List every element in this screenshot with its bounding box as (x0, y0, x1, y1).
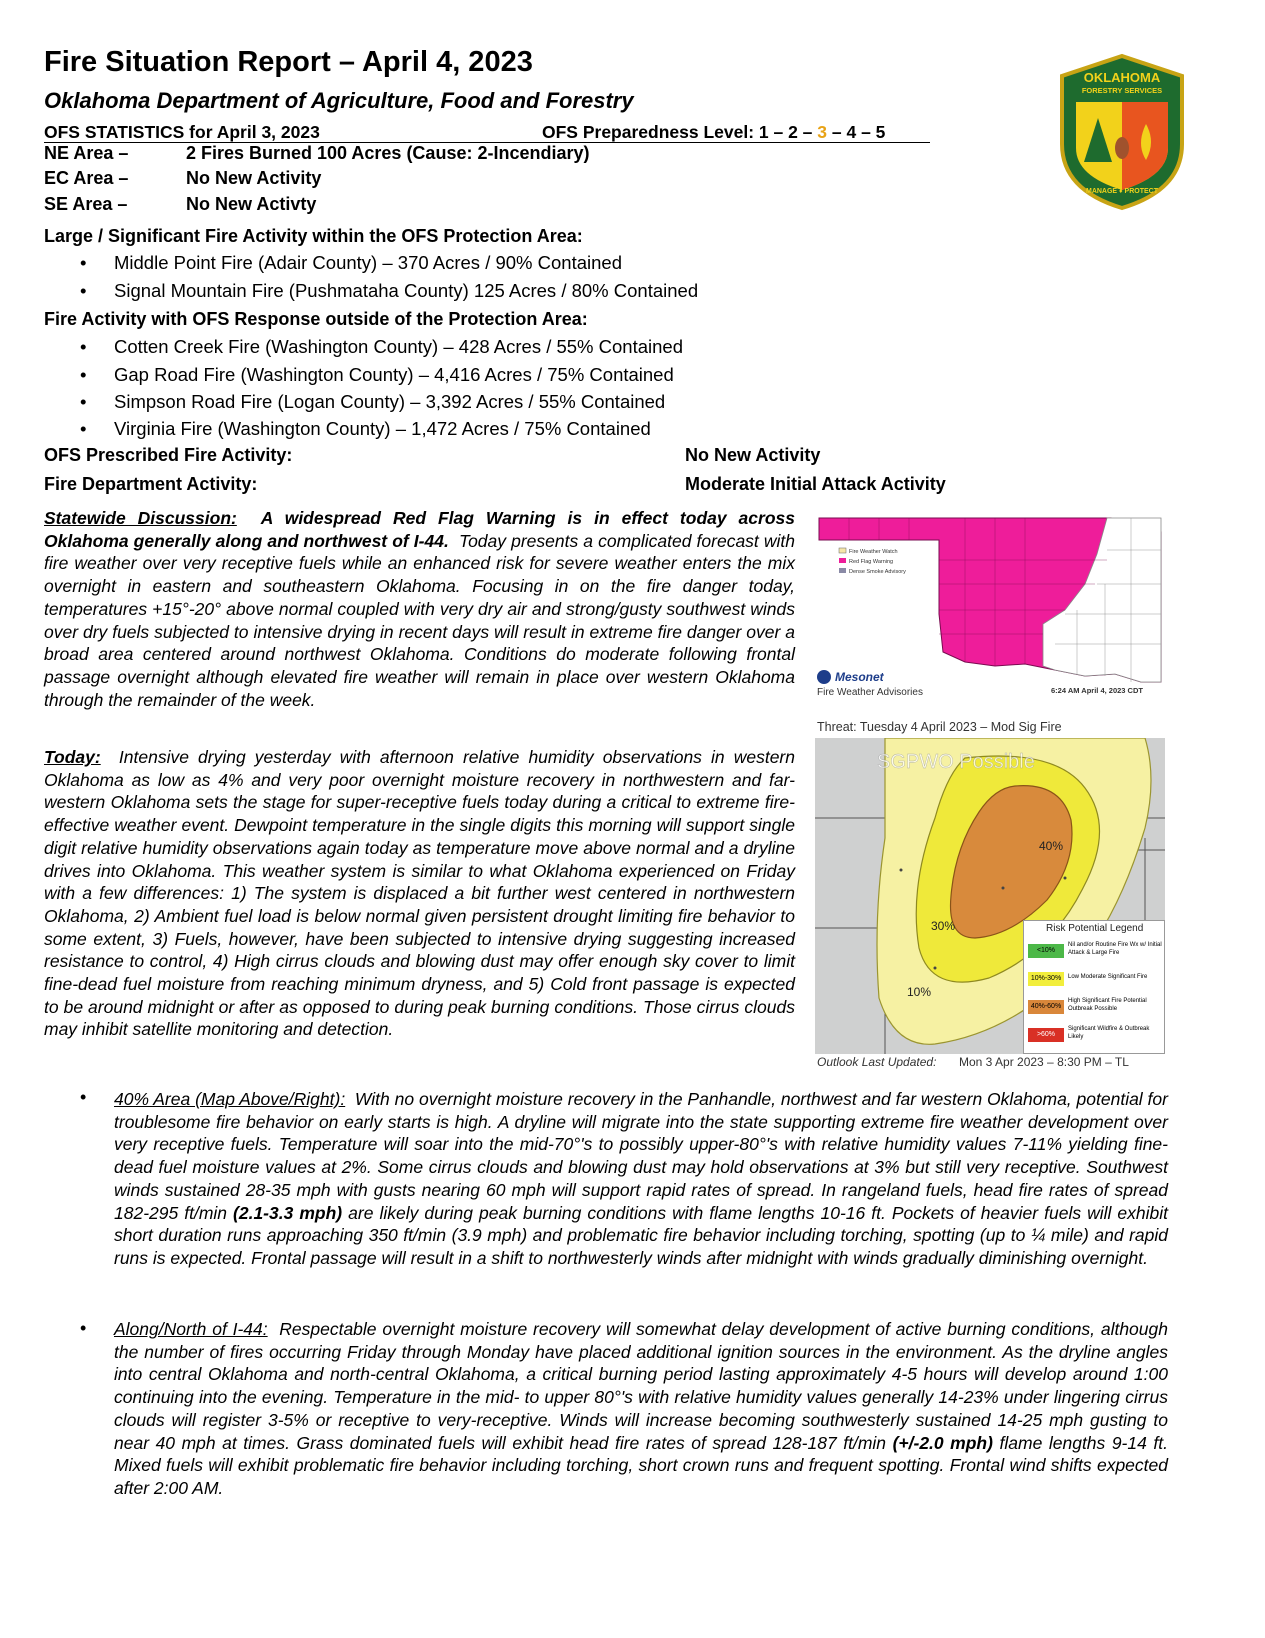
area-status: 2 Fires Burned 100 Acres (Cause: 2-Incendiary) (186, 143, 590, 163)
zone-label-30: 30% (931, 919, 956, 933)
list-item (80, 364, 674, 386)
legend-swatch: <10% (1028, 944, 1064, 958)
list-item (80, 418, 651, 440)
legend-row (1028, 997, 1162, 1019)
list-item (80, 280, 698, 302)
area-name: EC Area – (44, 168, 129, 188)
bullet-label: Along/North of I-44: (114, 1319, 268, 1339)
outlook-updated-label: Outlook Last Updated: (817, 1055, 937, 1069)
legend-row (1028, 969, 1162, 991)
preparedness-current-level: 3 (817, 122, 828, 142)
bullet-text-post: flame lengths 9-14 ft. Mixed fuels will exhibit problematic fire behavior including torching, short crown runs and frequent spotting. Frontal wind shifts expected after 2:00 AM. (114, 1432, 1168, 1498)
mesonet-logo-icon (817, 670, 831, 684)
threat-outlook-map (815, 738, 1165, 1054)
fire-weather-advisories-map (815, 514, 1163, 702)
legend-row (1028, 941, 1162, 963)
statewide-lead: A widespread Red Flag Warning is in effect today across Oklahoma generally along and northwest of I-44. (44, 508, 795, 551)
legend-swatch: 10%-30% (1028, 972, 1064, 986)
area-row (44, 168, 844, 190)
legend-text: High Significant Fire Potential Outbreak Possible (1068, 998, 1147, 1012)
logo-ring-text: MANAGE ♦ PROTECT (1085, 188, 1159, 195)
today-discussion (44, 746, 795, 1041)
list-item (80, 252, 622, 274)
activity-label: OFS Prescribed Fire Activity: (44, 445, 293, 465)
list-item-text: Signal Mountain Fire (Pushmataha County) 125 Acres / 80% Contained (114, 280, 699, 301)
bullet-bold: (+/-2.0 mph) (892, 1432, 993, 1453)
bullet-label: 40% Area (Map Above/Right): (114, 1089, 346, 1109)
legend-text: Low Moderate Significant Fire (1068, 974, 1148, 980)
bullet-along-north-i44 (114, 1318, 1168, 1500)
threat-map-title: Threat: Tuesday 4 April 2023 – Mod Sig Fire (817, 720, 1062, 734)
logo-text-line2: FORESTRY SERVICES (1081, 86, 1163, 95)
statewide-label: Statewide Discussion: (44, 508, 237, 528)
legend-text: Nil and/or Routine Fire Wx w/ Initial Attack & Large Fire (1068, 942, 1162, 956)
bullet-text: With no overnight moisture recovery in the Panhandle, northwest and far western Oklahoma, potential for troublesome fire behavior on early starts is high. A dryline will migrate into the state supporting extreme fire weather development over very receptive fuels. Temperature will soar into the mid-70°'s to possibly upper-80°'s with relative humidity values 7-11% yielding fine-dead fuel moisture values at 2%. Some cirrus clouds and blowing dust may hold observations at 3% but still very receptive. Southwest winds sustained 28-35 mph with gusts nearing 60 mph will support rapid rates of spread. In rangeland fuels, head fire rates of spread 182-295 ft/min (114, 1089, 1168, 1223)
list-item (80, 391, 665, 413)
map1-caption: Fire Weather Advisories (817, 687, 923, 698)
sgpwo-watermark: SGPWO Possible (877, 751, 1035, 773)
outlook-updated-value: Mon 3 Apr 2023 – 8:30 PM – TL (959, 1055, 1129, 1069)
list-item-text: Cotten Creek Fire (Washington County) – 428 Acres / 55% Contained (114, 336, 683, 357)
today-body: Intensive drying yesterday with afternoon relative humidity observations in western Oklahoma as low as 4% and very poor overnight moisture recovery in northwestern and far-western Oklahoma sets the stage for super-receptive fuels today during a critical to extreme fire-effective weather event. Dewpoint temperature in the single digits this morning will support single digit relative humidity observations again today as temperature move above normal and a dryline drives into Oklahoma. This weather system is similar to what Oklahoma experienced on Friday with a few differences: 1) The system is displaced a bit further west centered in northwestern Oklahoma, 2) Ambient fuel load is below normal given persistent drought limiting fire behavior to some extent, 3) Fuels, however, have been subjected to intensive drying suggesting increased resistance to control, 4) High cirrus clouds and blowing dust may offer enough sky cover to limit fine-dead fuel moisture from reaching minimum dryness, and 5) Cold front passage is expected to be around midnight or after as opposed to during peak burning conditions. Those cirrus clouds may inhibit satellite monitoring and detection. (44, 747, 795, 1040)
bullet-bold: (2.1-3.3 mph) (233, 1202, 343, 1223)
risk-legend (1023, 920, 1165, 1054)
preparedness-level (542, 122, 885, 143)
legend-swatch: 40%-60% (1028, 1000, 1064, 1014)
map1-timestamp: 6:24 AM April 4, 2023 CDT (1051, 686, 1143, 695)
list-item-text: Middle Point Fire (Adair County) – 370 Acres / 90% Contained (114, 252, 622, 273)
area-name: NE Area – (44, 143, 129, 163)
legend-text: Significant Wildfire & Outbreak Likely (1068, 1026, 1150, 1040)
legend-row (1028, 1025, 1162, 1047)
bullet-marker: • (80, 1318, 87, 1338)
preparedness-prefix: OFS Preparedness Level: 1 – 2 – (542, 122, 818, 142)
zone-label-40: 40% (1039, 839, 1064, 853)
logo-text-line1: OKLAHOMA (1083, 70, 1161, 85)
risk-legend-title: Risk Potential Legend (1046, 923, 1144, 934)
outside-fires-heading: Fire Activity with OFS Response outside of the Protection Area: (44, 309, 588, 329)
legend-swatch: >60% (1028, 1028, 1064, 1042)
area-status: No New Activity (186, 168, 322, 188)
bullet-40-percent-area (114, 1088, 1168, 1270)
report-title: Fire Situation Report – April 4, 2023 (44, 46, 533, 78)
today-label: Today: (44, 747, 101, 767)
list-item-text: Gap Road Fire (Washington County) – 4,416 Acres / 75% Contained (114, 364, 674, 385)
bullet-marker: • (80, 1087, 87, 1107)
large-fires-heading: Large / Significant Fire Activity within the OFS Protection Area: (44, 226, 583, 246)
activity-value: Moderate Initial Attack Activity (685, 474, 946, 494)
report-subtitle: Oklahoma Department of Agriculture, Food and Forestry (44, 88, 634, 113)
statewide-discussion (44, 507, 795, 711)
statewide-body: Today presents a complicated forecast with fire weather over very receptive fuels while an enhanced risk for severe weather enters the mix overnight in eastern and southeastern Oklahoma. Focusing in on the fire danger today, temperatures +15°-20° above normal coupled with very dry air and strong/gusty southwest winds over dry fuels subjected to intensive drying in recent days will result in extreme fire danger over a broad area centered around northwest Oklahoma. Conditions do moderate following frontal passage overnight although elevated fire weather will remain in place over western Oklahoma through the remainder of the week. (44, 530, 795, 710)
bullet-text: Respectable overnight moisture recovery will somewhat delay development of active burning conditions, although the number of fires occurring Friday through Monday have placed additional ignition sources in the environment. As the dryline angles into central Oklahoma and north-central Oklahoma, a critical burning period lasting approximately 4-5 hours will develop around 1:00 continuing into the evening. Temperature in the mid- to upper 80°'s with relative humidity values generally 14-23% under lingering cirrus clouds will register 3-5% or receptive to very-receptive. Winds will increase becoming southwesterly sustained 14-25 mph gusting to near 40 mph at times. Grass dominated fuels will exhibit head fire rates of spread 128-187 ft/min (114, 1319, 1168, 1453)
legend-smoke: Dense Smoke Advisory (849, 569, 906, 575)
zone-label-10: 10% (907, 985, 932, 999)
activity-value: No New Activity (685, 445, 821, 465)
area-status: No New Activty (186, 194, 317, 214)
ofs-logo (1052, 52, 1192, 212)
preparedness-suffix: – 4 – 5 (827, 122, 886, 142)
activity-label: Fire Department Activity: (44, 474, 258, 494)
list-item-text: Simpson Road Fire (Logan County) – 3,392 Acres / 55% Contained (114, 391, 666, 412)
stats-header-line (44, 122, 930, 143)
bullet-text-post: are likely during peak burning conditions with flame lengths 10-16 ft. Pockets of heavier fuels will exhibit short duration runs approaching 350 ft/min (3.9 mph) and problematic fire behavior including torching, spotting (up to ¼ mile) and rapid runs is expected. Frontal passage will result in a shift to northwesterly winds after midnight with winds gradually diminishing overnight. (114, 1202, 1168, 1268)
legend-watch: Fire Weather Watch (849, 549, 898, 555)
list-item-text: Virginia Fire (Washington County) – 1,472 Acres / 75% Contained (114, 418, 651, 439)
area-name: SE Area – (44, 194, 128, 214)
stats-label: OFS STATISTICS for April 3, 2023 (44, 122, 320, 142)
mesonet-brand: Mesonet (835, 670, 884, 684)
list-item (80, 336, 683, 358)
legend-red-flag: Red Flag Warning (849, 559, 894, 565)
area-row (44, 194, 844, 216)
area-row (44, 143, 844, 165)
